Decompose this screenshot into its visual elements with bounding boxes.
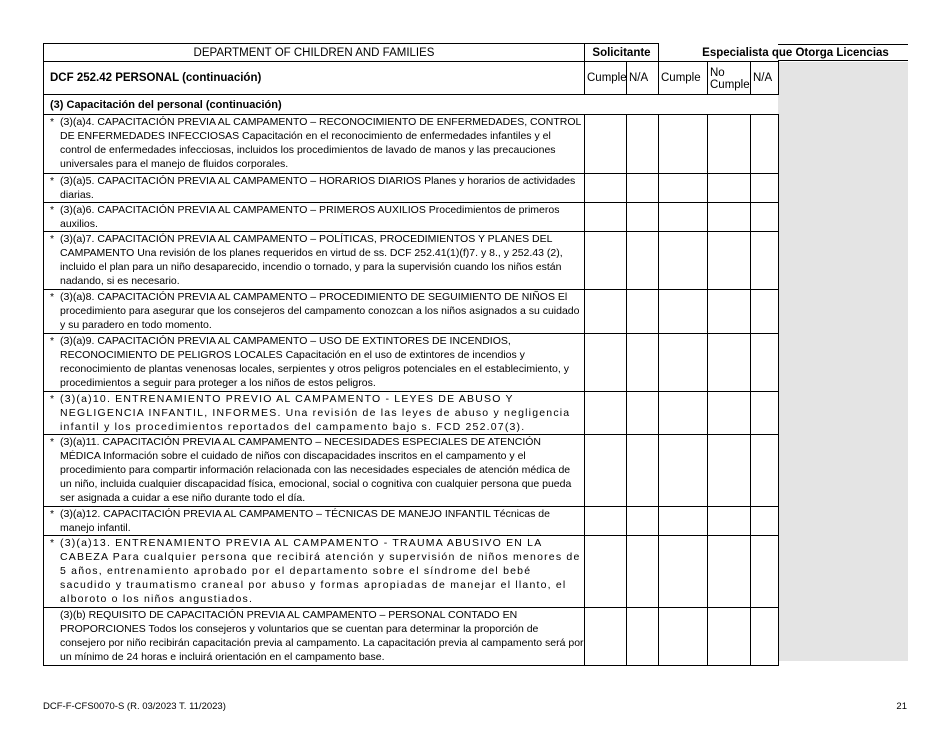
requirement-row [44,290,779,334]
department-name: DEPARTMENT OF CHILDREN AND FAMILIES [44,44,585,62]
applicant-cumple-checkbox[interactable] [585,435,627,507]
requirement-row [44,536,779,608]
specialist-cumple-checkbox[interactable] [659,536,708,608]
applicant-na-checkbox[interactable] [627,174,659,203]
applicant-na-checkbox[interactable] [627,334,659,392]
requirement-text: (3)(a)9. CAPACITACIÓN PREVIA AL CAMPAMENTO – USO DE EXTINTORES DE INCENDIOS, RECONOCIMIENTO DE PELIGROS LOCALES Capacitación en el uso de extintores de incendios y reconocimiento de plantas venenosas locales, serpientes y otros peligros potenciales en el establecimiento, y procedimientos a seguir para proteger a los niños de estos peligros. [60,335,569,389]
requirement-text-cell [44,232,585,290]
column-specialist-cumple: Cumple [659,62,708,95]
specialist-na-checkbox[interactable] [751,232,779,290]
requirement-text-cell [44,435,585,507]
specialist-no-cumple-checkbox[interactable] [708,232,751,290]
specialist-cumple-checkbox[interactable] [659,174,708,203]
specialist-cumple-checkbox[interactable] [659,203,708,232]
checklist-table [43,43,779,666]
form-number: DCF-F-CFS0070-S (R. 03/2023 T. 11/2023) [43,701,226,712]
specialist-na-checkbox[interactable] [751,536,779,608]
specialist-group-header: Especialista que Otorga Licencias [702,47,889,59]
specialist-cumple-checkbox[interactable] [659,232,708,290]
applicant-na-checkbox[interactable] [627,290,659,334]
critical-rule-marker: * [50,335,55,347]
applicant-cumple-checkbox[interactable] [585,290,627,334]
requirement-text: (3)(b) REQUISITO DE CAPACITACIÓN PREVIA AL CAMPAMENTO – PERSONAL CONTADO EN PROPORCIONES Todos los consejeros y voluntarios que se cuentan para determinar la proporción de consejero por niño recibirán capacitación previa al campamento. La capacitación previa al campamento será por un mínimo de 24 horas e incluirá orientación en el campamento base. [60,609,584,663]
specialist-no-cumple-checkbox[interactable] [708,115,751,174]
specialist-na-checkbox[interactable] [751,608,779,666]
requirement-row [44,115,779,174]
applicant-cumple-checkbox[interactable] [585,507,627,536]
specialist-group-cell [659,44,779,62]
specialist-no-cumple-checkbox[interactable] [708,203,751,232]
requirement-text-cell [44,174,585,203]
requirement-text-cell [44,203,585,232]
column-specialist-no-cumple: No Cumple [708,62,751,95]
applicant-cumple-checkbox[interactable] [585,608,627,666]
applicant-cumple-checkbox[interactable] [585,536,627,608]
requirement-text-cell [44,290,585,334]
critical-rule-marker: * [50,116,55,128]
requirement-text-cell [44,334,585,392]
requirement-rows [44,115,779,666]
specialist-na-checkbox[interactable] [751,435,779,507]
specialist-cumple-checkbox[interactable] [659,608,708,666]
requirement-row [44,507,779,536]
specialist-cumple-checkbox[interactable] [659,334,708,392]
column-applicant-cumple: Cumple [585,62,627,95]
critical-rule-marker: * [50,436,55,448]
specialist-na-checkbox[interactable] [751,203,779,232]
specialist-no-cumple-checkbox[interactable] [708,536,751,608]
specialist-no-cumple-checkbox[interactable] [708,507,751,536]
subsection-title: (3) Capacitación del personal (continuación) [44,95,779,115]
specialist-na-checkbox[interactable] [751,290,779,334]
applicant-na-checkbox[interactable] [627,203,659,232]
header-row [44,44,779,62]
applicant-na-checkbox[interactable] [627,115,659,174]
specialist-cumple-checkbox[interactable] [659,115,708,174]
applicant-cumple-checkbox[interactable] [585,392,627,435]
critical-rule-marker: * [50,537,55,549]
specialist-cumple-checkbox[interactable] [659,392,708,435]
page-number: 21 [896,701,907,712]
specialist-na-checkbox[interactable] [751,115,779,174]
requirement-text: (3)(a)12. CAPACITACIÓN PREVIA AL CAMPAMENTO – TÉCNICAS DE MANEJO INFANTIL Técnicas de manejo infantil. [60,508,550,534]
specialist-na-checkbox[interactable] [751,334,779,392]
critical-rule-marker: * [50,508,55,520]
requirement-text: (3)(a)7. CAPACITACIÓN PREVIA AL CAMPAMENTO – POLÍTICAS, PROCEDIMIENTOS Y PLANES DEL CAMPAMENTO Una revisión de los planes requeridos en virtud de ss. DCF 252.41(1)(f)7. y 8., y 252.43 (2), incluido el plan para un niño desaparecido, incendio o tornado, y para la supervisión cuando los niños están nadando, si es necesario. [60,233,563,287]
requirement-text-cell [44,608,585,666]
requirement-row [44,174,779,203]
requirement-row [44,232,779,290]
requirement-text: (3)(a)11. CAPACITACIÓN PREVIA AL CAMPAMENTO – NECESIDADES ESPECIALES DE ATENCIÓN MÉDICA Información sobre el cuidado de niños con discapacidades inscritos en el campamento y el procedimiento para compartir información relacionada con las necesidades especiales de atención médica de un niño, incluida cualquier discapacidad física, emocional, social o cognitiva con cualquier persona que pueda ser asignada a cuidar a ese niño durante todo el día. [60,436,572,504]
critical-rule-marker: * [50,393,55,405]
applicant-cumple-checkbox[interactable] [585,115,627,174]
applicant-na-checkbox[interactable] [627,392,659,435]
applicant-na-checkbox[interactable] [627,507,659,536]
column-applicant-na: N/A [627,62,659,95]
requirement-text-cell [44,536,585,608]
requirement-text: (3)(a)8. CAPACITACIÓN PREVIA AL CAMPAMENTO – PROCEDIMIENTO DE SEGUIMIENTO DE NIÑOS El procedimiento para asegurar que los consejeros del campamento conozcan a los niños asignados a su cuidado y su paradero en todo momento. [60,291,580,331]
specialist-cumple-checkbox[interactable] [659,290,708,334]
specialist-cumple-checkbox[interactable] [659,507,708,536]
critical-rule-marker: * [50,204,55,216]
requirement-row [44,392,779,435]
applicant-na-checkbox[interactable] [627,536,659,608]
requirement-row [44,203,779,232]
applicant-na-checkbox[interactable] [627,435,659,507]
specialist-na-checkbox[interactable] [751,507,779,536]
requirement-row [44,608,779,666]
requirement-text: (3)(a)13. ENTRENAMIENTO PREVIA AL CAMPAMENTO - TRAUMA ABUSIVO EN LA CABEZA Para cualquier persona que recibirá atención y supervisión de niños menores de 5 años, entrenamiento aprobado por el departamento sobre el síndrome del bebé sacudido y traumatismo craneal por abuso y formas apropiadas de manejar el llanto, el alboroto o los niños angustiados. [60,537,581,605]
section-title: DCF 252.42 PERSONAL (continuación) [44,62,585,95]
subsection-row [44,95,779,115]
section-row [44,62,779,95]
applicant-na-checkbox[interactable] [627,232,659,290]
requirement-text: (3)(a)10. ENTRENAMIENTO PREVIO AL CAMPAMENTO - LEYES DE ABUSO Y NEGLIGENCIA INFANTIL, INFORMES. Una revisión de las leyes de abuso y negligencia infantil y los procedimientos reportados del campamento bajo s. FCD 252.07(3). [60,393,571,433]
specialist-no-cumple-checkbox[interactable] [708,435,751,507]
requirement-row [44,435,779,507]
specialist-no-cumple-checkbox[interactable] [708,334,751,392]
requirement-text-cell [44,507,585,536]
specialist-no-cumple-checkbox[interactable] [708,290,751,334]
specialist-no-cumple-checkbox[interactable] [708,392,751,435]
requirement-text-cell [44,115,585,174]
requirement-text-cell [44,392,585,435]
applicant-group-header: Solicitante [585,44,659,62]
critical-rule-marker: * [50,175,55,187]
specialist-na-checkbox[interactable] [751,174,779,203]
inspection-form [43,43,908,666]
applicant-cumple-checkbox[interactable] [585,203,627,232]
applicant-cumple-checkbox[interactable] [585,174,627,203]
requirement-text: (3)(a)4. CAPACITACIÓN PREVIA AL CAMPAMENTO – RECONOCIMIENTO DE ENFERMEDADES, CONTROL DE ENFERMEDADES INFECCIOSAS Capacitación en el reconocimiento de enfermedades infantiles y el control de enfermedades infecciosas, incluidos los procedimientos de lavado de manos y las precauciones universales para el manejo de fluidos corporales. [60,116,582,170]
critical-rule-marker: * [50,291,55,303]
requirement-row [44,334,779,392]
column-specialist-na: N/A [751,62,779,95]
applicant-cumple-checkbox[interactable] [585,334,627,392]
critical-rule-marker: * [50,233,55,245]
requirement-text: (3)(a)6. CAPACITACIÓN PREVIA AL CAMPAMENTO – PRIMEROS AUXILIOS Procedimientos de primeros auxilios. [60,204,560,230]
specialist-shaded-area [778,62,908,661]
specialist-na-checkbox[interactable] [751,392,779,435]
applicant-cumple-checkbox[interactable] [585,232,627,290]
requirement-text: (3)(a)5. CAPACITACIÓN PREVIA AL CAMPAMENTO – HORARIOS DIARIOS Planes y horarios de actividades diarias. [60,175,576,201]
specialist-cumple-checkbox[interactable] [659,435,708,507]
specialist-no-cumple-checkbox[interactable] [708,608,751,666]
specialist-no-cumple-checkbox[interactable] [708,174,751,203]
applicant-na-checkbox[interactable] [627,608,659,666]
